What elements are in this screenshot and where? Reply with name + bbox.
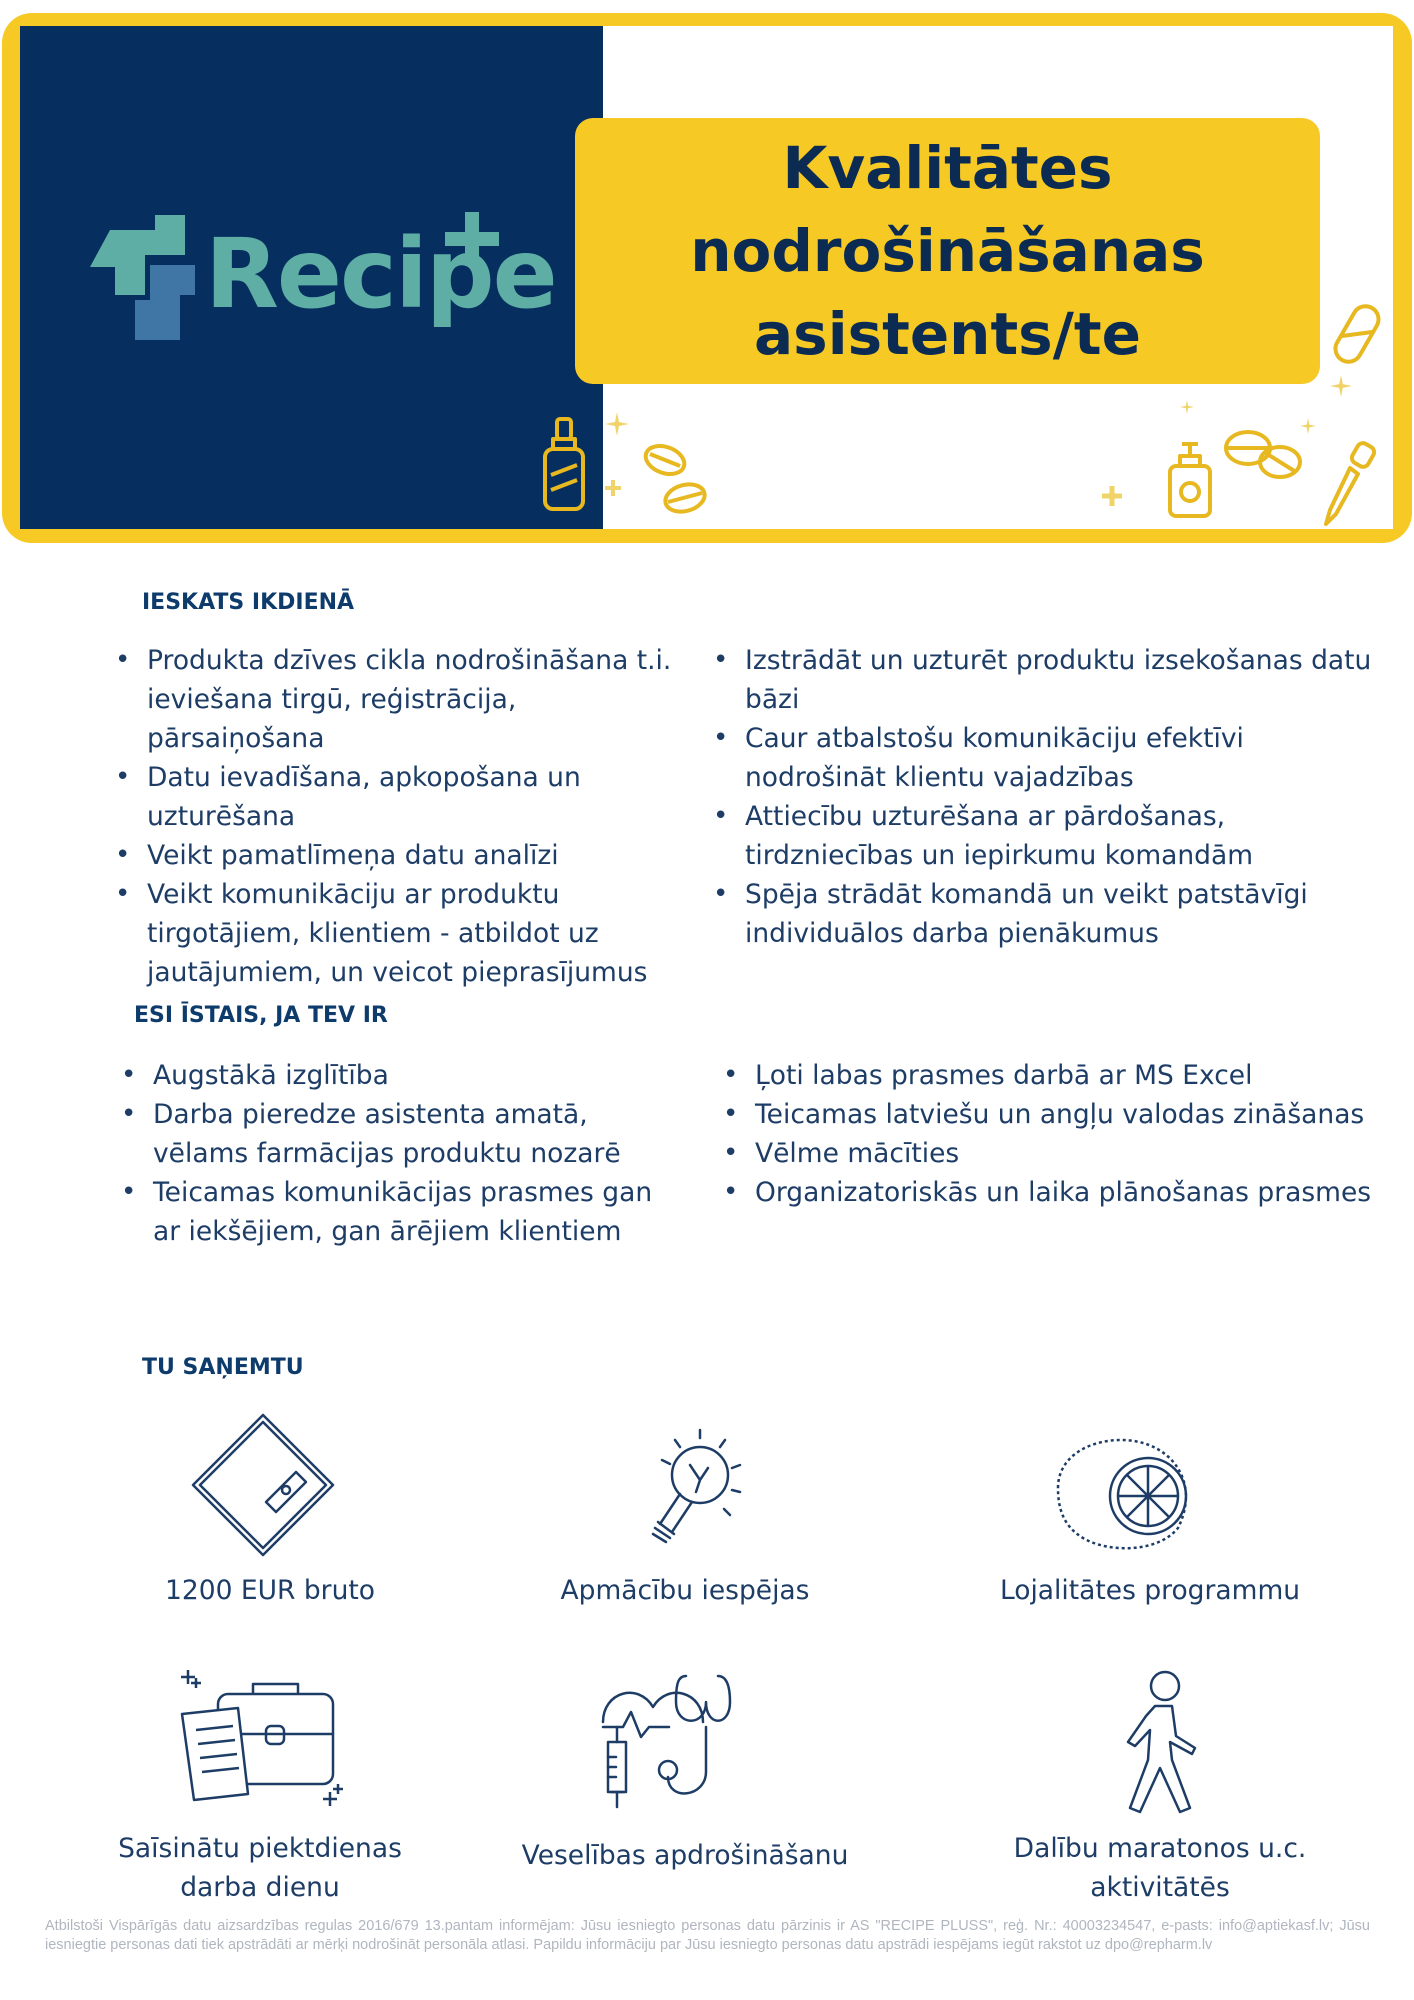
list-item: • Attiecību uzturēšana ar pārdošanas, tirdzniecības un iepirkumu komandām — [713, 797, 1393, 875]
plus-small-icon — [1102, 486, 1122, 506]
lemon-icon — [1048, 1428, 1208, 1558]
list-item: • Teicamas latviešu un angļu valodas zināšanas — [723, 1095, 1393, 1134]
wallet-icon — [188, 1410, 338, 1560]
job-title-line-2: nodrošināšanas — [690, 216, 1205, 285]
logo-wordmark: Recipe — [205, 218, 556, 330]
job-title-box — [575, 118, 1320, 384]
benefit-label-short-friday-line-2: darba dienu — [180, 1872, 340, 1903]
benefit-label-short-friday — [100, 1829, 420, 1907]
list-item: • Ļoti labas prasmes darbā ar MS Excel — [723, 1056, 1393, 1095]
sparkle-icon — [1180, 400, 1194, 414]
benefit-label-health-insurance: Veselības apdrošināšanu — [521, 1840, 849, 1871]
list-item: • Augstākā izglītība — [121, 1056, 661, 1095]
sparkle-icon — [605, 412, 629, 436]
benefit-label-short-friday-line-1: Saīsinātu piektdienas — [118, 1833, 402, 1864]
pills-icon — [640, 440, 720, 520]
list-item: • Vēlme mācīties — [723, 1134, 1393, 1173]
requirements-list-left — [121, 1056, 661, 1251]
list-item: • Datu ievadīšana, apkopošana un uzturēšana — [115, 758, 675, 836]
benefit-label-salary: 1200 EUR bruto — [165, 1575, 375, 1606]
job-title-line-1: Kvalitātes — [782, 133, 1113, 202]
sparkle-icon — [1300, 418, 1316, 434]
list-item: • Caur atbalstošu komunikāciju efektīvi nodrošināt klientu vajadzības — [713, 719, 1393, 797]
list-item: • Veikt pamatlīmeņa datu analīzi — [115, 836, 675, 875]
list-item: • Izstrādāt un uzturēt produktu izsekošanas datu bāzi — [713, 641, 1393, 719]
health-icon — [598, 1672, 738, 1812]
daily-tasks-list-left — [115, 641, 675, 992]
benefit-label-marathons-line-1: Dalību maratonos u.c. — [1013, 1833, 1307, 1864]
benefit-label-marathons-line-2: aktivitātēs — [1090, 1872, 1230, 1903]
sparkle-icon — [1330, 375, 1352, 397]
pump-bottle-icon — [1160, 440, 1220, 520]
list-item: • Organizatoriskās un laika plānošanas prasmes — [723, 1173, 1393, 1212]
benefits-heading: TU SAŅEMTU — [142, 1355, 304, 1380]
list-item: • Produkta dzīves cikla nodrošināšana t.i. ieviešana tirgū, reģistrācija, pārsaiņošana — [115, 641, 675, 758]
capsule-icon — [1330, 300, 1390, 370]
dropper-bottle-icon — [535, 415, 595, 515]
gdpr-notice: Atbilstoši Vispārīgās datu aizsardzības regulas 2016/679 13.pantam informējam: Jūsu iesniegto personas datu pārzinis ir AS "RECIPE PLUSS", reģ. Nr.: 40003234547, e-pasts: info@aptiekasf.lv; Jūsu iesniegtie personas dati tiek apstrādāti ar mērķi nodrošināt personāla atlasi. Papildu informāciju par Jūsu iesniegto personas datu apstrādi iespējams iegūt rakstot uz dpo@repharm.lv — [45, 1918, 1370, 1953]
list-item: • Veikt komunikāciju ar produktu tirgotājiem, klientiem - atbildot uz jautājumiem, un veicot pieprasījumus — [115, 875, 675, 992]
lightbulb-icon — [630, 1420, 750, 1560]
daily-tasks-heading: IESKATS IKDIENĀ — [142, 590, 355, 615]
benefit-label-loyalty: Lojalitātes programmu — [999, 1575, 1301, 1606]
list-item: • Darba pieredze asistenta amatā, vēlams farmācijas produktu nozarē — [121, 1095, 661, 1173]
benefit-label-training: Apmācību iespējas — [560, 1575, 810, 1606]
requirements-list-right — [723, 1056, 1393, 1212]
daily-tasks-list-right — [713, 641, 1393, 953]
requirements-heading: ESI ĪSTAIS, JA TEV IR — [134, 1003, 388, 1028]
walking-person-icon — [1110, 1668, 1210, 1818]
list-item: • Teicamas komunikācijas prasmes gan ar iekšējiem, gan ārējiem klientiem — [121, 1173, 661, 1251]
plus-small-icon — [605, 480, 621, 496]
list-item: • Spēja strādāt komandā un veikt patstāvīgi individuālos darba pienākumus — [713, 875, 1393, 953]
benefit-label-marathons — [990, 1829, 1330, 1907]
pipette-icon — [1320, 440, 1380, 530]
briefcase-icon — [178, 1664, 358, 1814]
job-title-line-3: asistents/te — [754, 299, 1141, 368]
